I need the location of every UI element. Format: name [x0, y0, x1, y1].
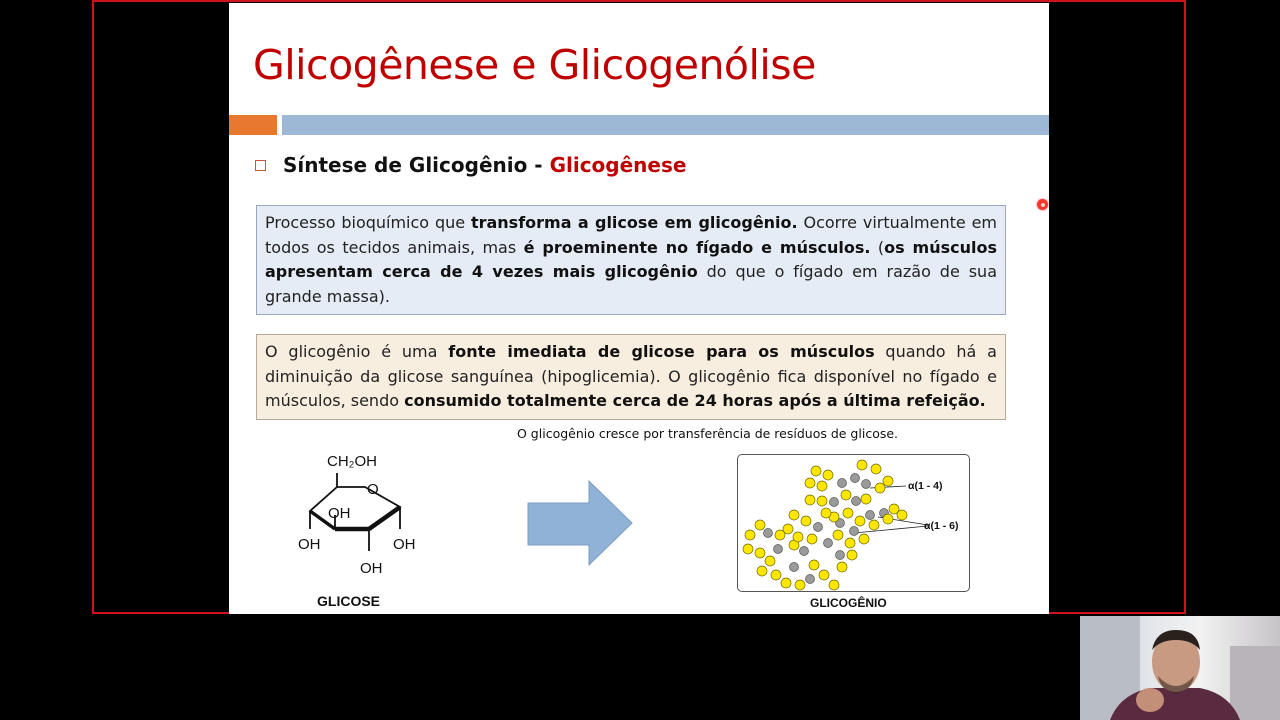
- glycogen-bond-14: α(1 - 4): [908, 480, 943, 492]
- box1-bold-1: transforma a glicose em glicogênio.: [470, 213, 798, 232]
- box1-text-2: Ocorre virtualmente em todos os tecidos animais, mas: [265, 213, 998, 257]
- definition-box: [256, 205, 1006, 315]
- glucose-label: GLICOSE: [317, 593, 381, 609]
- glucose-oh-inner: OH: [328, 505, 351, 522]
- box2-text-2: quando há a diminuição da glicose sanguínea (hipoglicemia). O glicogênio fica disponível no fígado e músculos, sendo: [265, 342, 997, 411]
- accent-bar-blue: [282, 115, 1049, 135]
- box2-bold-1: fonte imediata de glicose para os músculos: [448, 342, 875, 361]
- glycogen-bond-16: α(1 - 6): [924, 520, 959, 532]
- box1-text-4: do que o fígado em razão de sua grande massa).: [265, 262, 997, 306]
- glycogen-figure: [737, 454, 970, 592]
- accent-bar-orange: [229, 115, 277, 135]
- cursor-pointer-icon: [1037, 199, 1048, 210]
- box1-text-3: (: [870, 237, 885, 257]
- box2-text-1: O glicogênio é uma: [265, 342, 449, 361]
- right-arrow-icon: [527, 479, 635, 569]
- glycogen-label: GLICOGÊNIO: [810, 596, 887, 610]
- section-heading: [255, 153, 686, 177]
- box2-bold-2: consumido totalmente cerca de 24 horas após a última refeição.: [404, 391, 986, 411]
- section-heading-main: Síntese de Glicogênio -: [283, 153, 550, 177]
- presentation-slide: [229, 3, 1049, 614]
- glucose-ring-o: O: [367, 481, 379, 498]
- glucose-oh-right: OH: [393, 536, 416, 553]
- bullet-square-icon: [255, 160, 266, 171]
- presenter-video: [1080, 616, 1280, 720]
- glucose-oh-bottom: OH: [360, 560, 383, 577]
- slide-title: Glicogênese e Glicogenólise: [253, 41, 816, 89]
- glycogen-structure: [738, 455, 971, 593]
- box1-text-1: Processo bioquímico que: [265, 213, 471, 232]
- glucose-structure: [297, 445, 437, 580]
- section-heading-accent: Glicogênese: [549, 153, 687, 177]
- webcam-video: [1080, 616, 1280, 720]
- box1-bold-3: os músculos apresentam cerca de 4 vezes mais glicogênio: [265, 237, 998, 282]
- glucose-ch2oh: CH₂OH: [327, 453, 377, 470]
- function-box: [256, 334, 1006, 420]
- figure-caption: O glicogênio cresce por transferência de resíduos de glicose.: [517, 426, 899, 441]
- box1-bold-2: é proeminente no fígado e músculos.: [523, 237, 871, 257]
- glucose-oh-left: OH: [298, 536, 321, 553]
